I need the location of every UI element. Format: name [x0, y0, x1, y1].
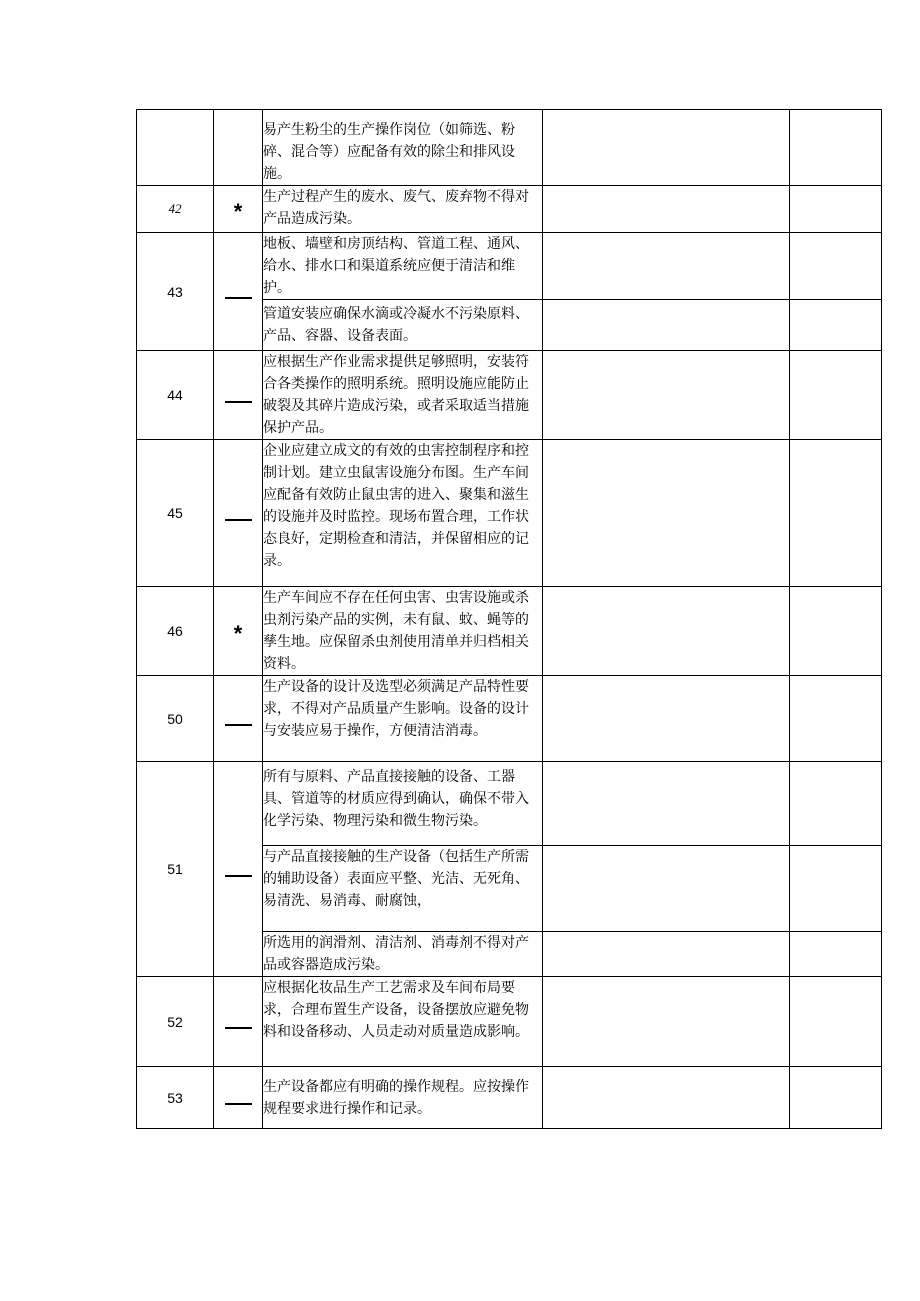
remark-cell[interactable] — [790, 846, 882, 932]
result-cell[interactable] — [543, 351, 790, 440]
general-item-dash-mark — [214, 977, 263, 1067]
remark-cell[interactable] — [790, 351, 882, 440]
remark-cell[interactable] — [790, 676, 882, 762]
item-number: 52 — [137, 977, 214, 1067]
remark-cell[interactable] — [790, 762, 882, 846]
result-cell[interactable] — [543, 932, 790, 977]
requirement-text: 生产车间应不存在任何虫害、虫害设施或杀虫剂污染产品的实例，未有鼠、蚊、蝇等的孳生地。应保留杀虫剂使用清单并归档相关资料。 — [263, 587, 543, 676]
table-row — [137, 587, 882, 676]
table-row — [137, 440, 882, 587]
result-cell[interactable] — [543, 1067, 790, 1129]
result-cell[interactable] — [543, 676, 790, 762]
requirement-text: 生产设备的设计及选型必须满足产品特性要求，不得对产品质量产生影响。设备的设计与安装应易于操作，方便清洁消毒。 — [263, 676, 543, 762]
requirement-text: 企业应建立成文的有效的虫害控制程序和控制计划。建立虫鼠害设施分布图。生产车间应配备有效防止鼠虫害的进入、聚集和滋生的设施并及时监控。现场布置合理，工作状态良好，定期检查和清洁，并保留相应的记录。 — [263, 440, 543, 587]
remark-cell[interactable] — [790, 977, 882, 1067]
item-number: 50 — [137, 676, 214, 762]
requirement-text: 应根据化妆品生产工艺需求及车间布局要求，合理布置生产设备，设备摆放应避免物料和设备移动、人员走动对质量造成影响。 — [263, 977, 543, 1067]
remark-cell[interactable] — [790, 300, 882, 351]
item-number: 46 — [137, 587, 214, 676]
table-row — [137, 977, 882, 1067]
result-cell[interactable] — [543, 762, 790, 846]
requirement-text: 管道安装应确保水滴或冷凝水不污染原料、产品、容器、设备表面。 — [263, 300, 543, 351]
table-row — [137, 233, 882, 300]
item-number — [137, 110, 214, 186]
result-cell[interactable] — [543, 110, 790, 186]
key-item-star-mark: * — [214, 587, 263, 676]
table-row — [137, 762, 882, 846]
result-cell[interactable] — [543, 186, 790, 233]
requirement-text: 生产设备都应有明确的操作规程。应按操作规程要求进行操作和记录。 — [263, 1067, 543, 1129]
requirements-table — [136, 109, 882, 1129]
item-number: 44 — [137, 351, 214, 440]
table-row — [137, 186, 882, 233]
requirement-text: 所有与原料、产品直接接触的设备、工器具、管道等的材质应得到确认，确保不带入化学污染、物理污染和微生物污染。 — [263, 762, 543, 846]
requirement-text: 易产生粉尘的生产操作岗位（如筛选、粉碎、混合等）应配备有效的除尘和排风设施。 — [263, 110, 543, 186]
remark-cell[interactable] — [790, 440, 882, 587]
item-number: 45 — [137, 440, 214, 587]
remark-cell[interactable] — [790, 110, 882, 186]
item-number: 43 — [137, 233, 214, 351]
item-number: 42 — [137, 186, 214, 233]
item-mark — [214, 110, 263, 186]
result-cell[interactable] — [543, 846, 790, 932]
table-row — [137, 1067, 882, 1129]
item-number: 53 — [137, 1067, 214, 1129]
general-item-dash-mark — [214, 233, 263, 351]
table-row — [137, 110, 882, 186]
result-cell[interactable] — [543, 587, 790, 676]
requirement-text: 与产品直接接触的生产设备（包括生产所需的辅助设备）表面应平整、光洁、无死角、易清洗、易消毒、耐腐蚀， — [263, 846, 543, 932]
table-row — [137, 676, 882, 762]
remark-cell[interactable] — [790, 1067, 882, 1129]
general-item-dash-mark — [214, 1067, 263, 1129]
requirement-text: 所选用的润滑剂、清洁剂、消毒剂不得对产品或容器造成污染。 — [263, 932, 543, 977]
remark-cell[interactable] — [790, 932, 882, 977]
remark-cell[interactable] — [790, 233, 882, 300]
key-item-star-mark: * — [214, 186, 263, 233]
table-row — [137, 351, 882, 440]
checklist-sheet — [136, 109, 882, 1129]
general-item-dash-mark — [214, 440, 263, 587]
requirement-text: 生产过程产生的废水、废气、废弃物不得对产品造成污染。 — [263, 186, 543, 233]
result-cell[interactable] — [543, 977, 790, 1067]
result-cell[interactable] — [543, 440, 790, 587]
requirement-text: 应根据生产作业需求提供足够照明，安装符合各类操作的照明系统。照明设施应能防止破裂及其碎片造成污染，或者采取适当措施保护产品。 — [263, 351, 543, 440]
item-number: 51 — [137, 762, 214, 977]
general-item-dash-mark — [214, 676, 263, 762]
general-item-dash-mark — [214, 351, 263, 440]
result-cell[interactable] — [543, 233, 790, 300]
remark-cell[interactable] — [790, 186, 882, 233]
remark-cell[interactable] — [790, 587, 882, 676]
result-cell[interactable] — [543, 300, 790, 351]
requirement-text: 地板、墙壁和房顶结构、管道工程、通风、给水、排水口和渠道系统应便于清洁和维护。 — [263, 233, 543, 300]
general-item-dash-mark — [214, 762, 263, 977]
